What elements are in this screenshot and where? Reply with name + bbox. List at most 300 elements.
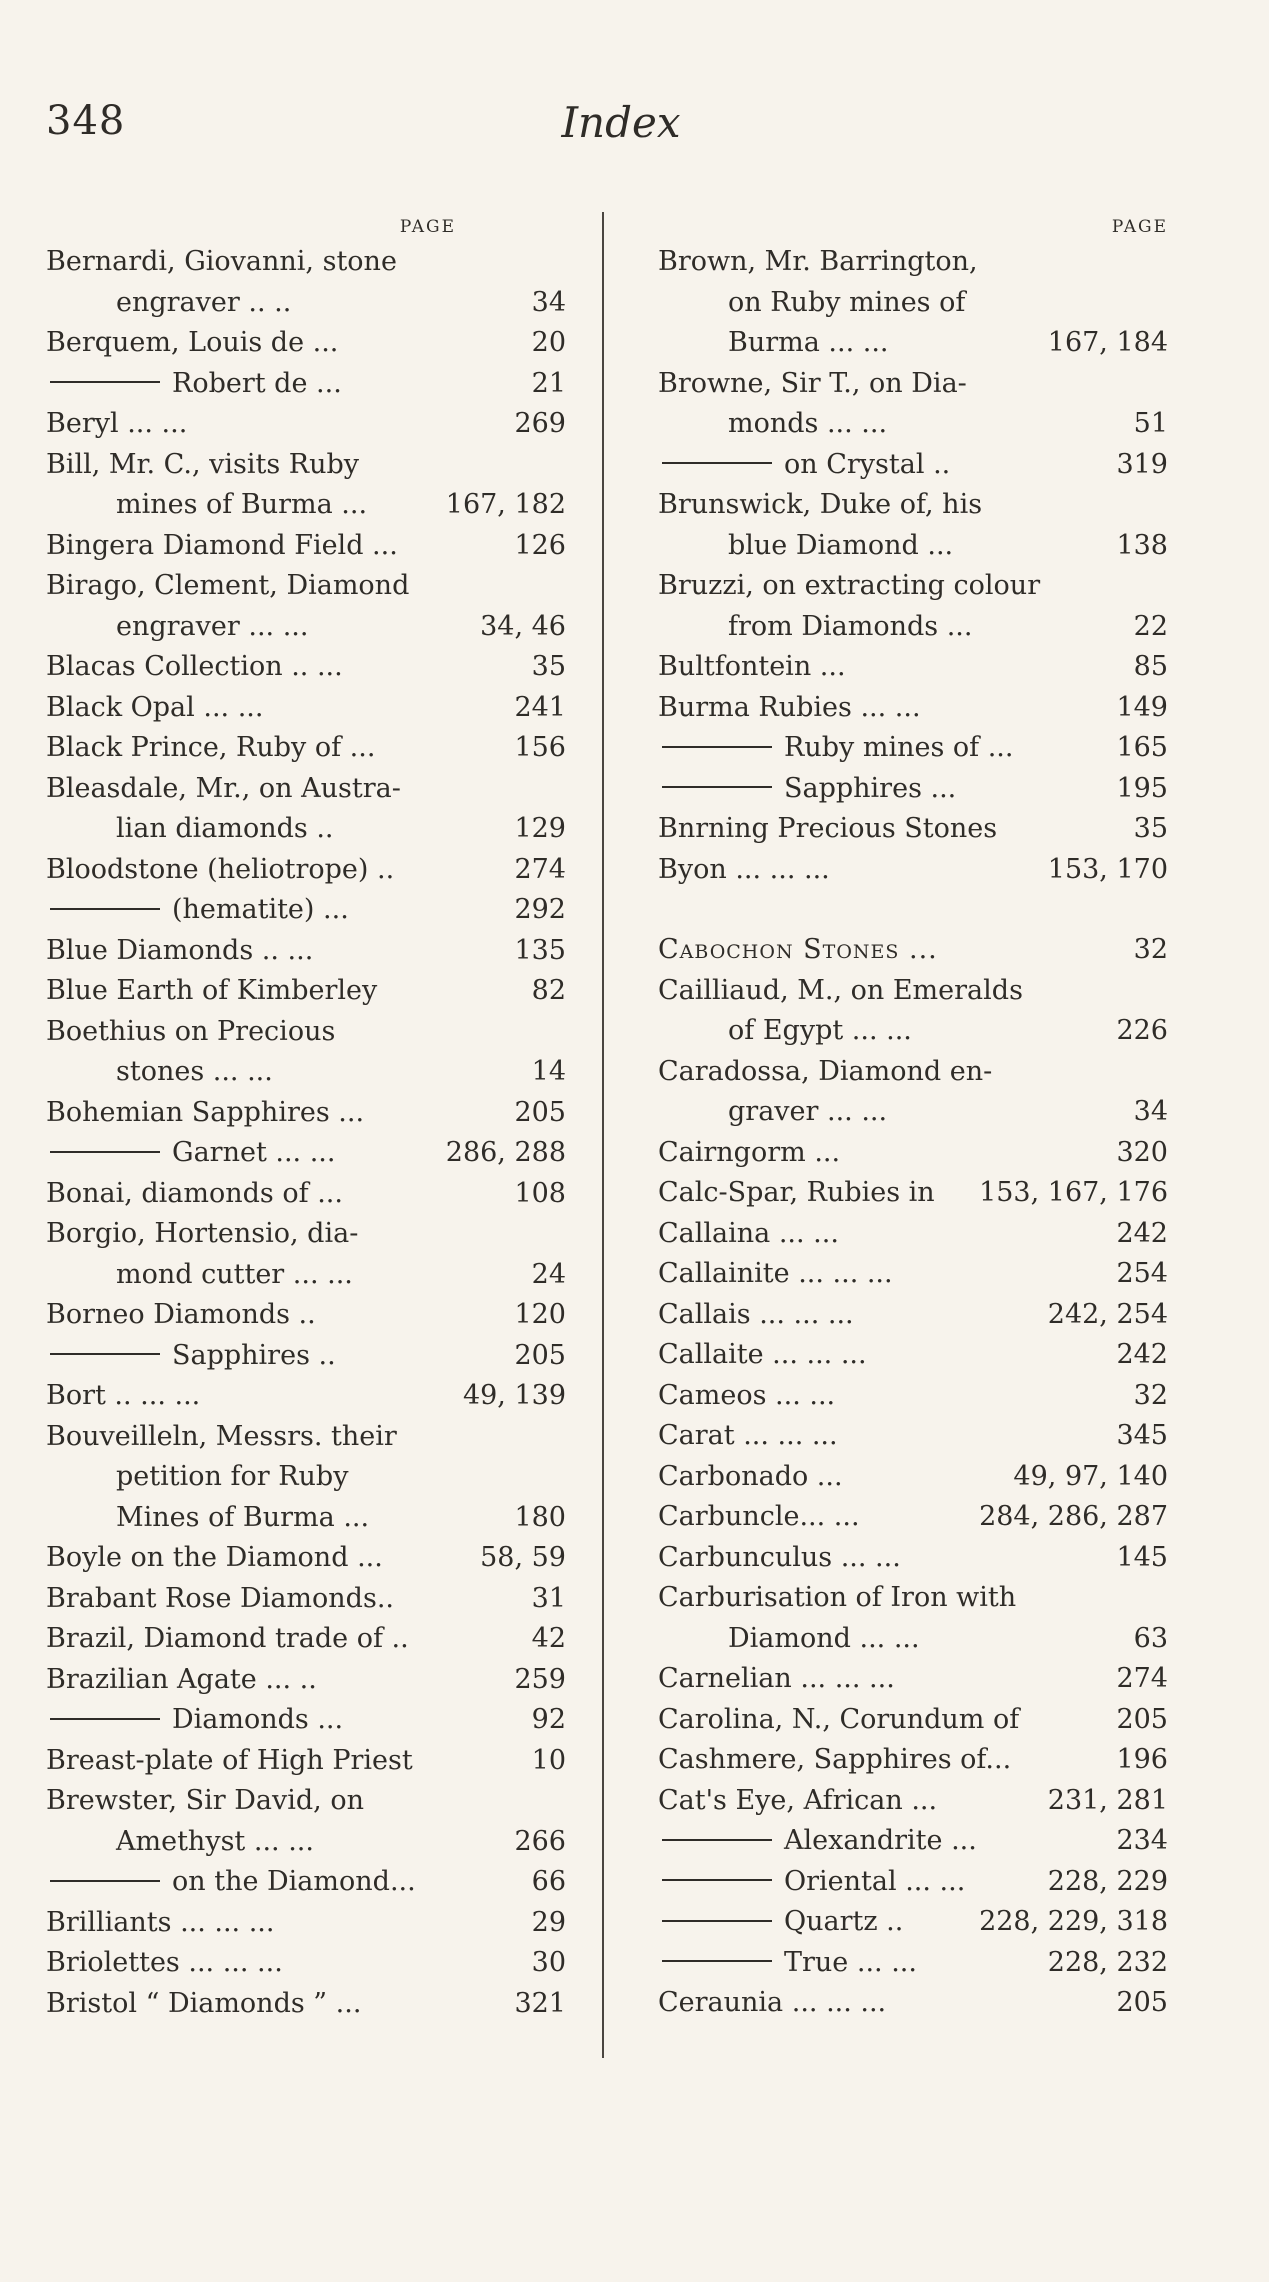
index-entry [658,1254,1168,1295]
index-entry [658,1700,1168,1741]
index-entry [658,930,1168,971]
entry-text: Brewster, Sir David, on [46,1785,364,1816]
index-entry [46,1255,566,1296]
entry-term [46,647,343,688]
entry-term [658,566,1040,607]
entry-pages: 34 [1133,1096,1168,1127]
entry-text: Blacas Collection .. ... [46,651,343,682]
entry-term [46,769,401,810]
entry-term [46,1943,283,1984]
entry-text: Bonai, diamonds of ... [46,1177,343,1209]
index-entry [658,1943,1168,1984]
entry-text: mines of Burma ... [116,489,368,520]
index-entry [46,1700,566,1741]
entry-pages: 14 [531,1056,566,1087]
index-entry [46,971,566,1012]
entry-pages: 31 [531,1582,566,1614]
entry-term [658,445,950,486]
index-entry [46,1619,566,1660]
entry-text: Byon ... ... ... [658,853,830,885]
entry-text: Berquem, Louis de ... [46,327,339,358]
index-entry [658,364,1168,405]
entry-text: Burma Rubies ... ... [658,691,921,723]
entry-text: Boyle on the Diamond ... [46,1542,383,1573]
entry-text: Carbunculus ... ... [658,1541,901,1573]
entry-pages: 29 [531,1906,566,1938]
entry-pages: 254 [1116,1258,1168,1289]
index-entry [658,242,1168,283]
entry-term [658,769,956,810]
entry-term [46,1093,364,1134]
entry-term [658,1376,835,1417]
entry-text: monds ... ... [728,408,888,439]
index-entry [658,1983,1168,2024]
entry-text: Beryl ... ... [46,408,188,439]
index-entry [46,404,566,445]
entry-term [658,1416,838,1457]
entry-term [658,1133,840,1174]
index-entry [658,1133,1168,1174]
entry-pages: 149 [1116,691,1168,723]
index-entry [658,971,1168,1012]
index-entry [658,1619,1168,1660]
index-entry [658,1578,1168,1619]
index-entry [658,688,1168,729]
index-entry [46,1903,566,1944]
entry-text: Ruby mines of ... [784,732,1014,763]
page-number: 348 [46,98,126,144]
entry-pages: 195 [1116,772,1168,804]
index-entry [46,1457,566,1498]
index-entry [46,323,566,364]
index-entry [46,1741,566,1782]
index-entry [46,1943,566,1984]
entry-term [658,809,997,850]
entry-term [658,607,972,648]
entry-text: True ... ... [784,1946,917,1978]
entry-text: on the Diamond... [172,1866,416,1897]
entry-term [46,890,349,931]
entry-term [658,1578,1016,1619]
index-entry [46,445,566,486]
index-entry [46,890,566,931]
entry-text: on Crystal .. [784,448,951,480]
entry-pages: 138 [1116,529,1168,561]
entry-pages: 49, 97, 140 [1013,1460,1168,1492]
index-entry [658,728,1168,769]
entry-term [658,1497,860,1538]
entry-text: Bleasdale, Mr., on Austra- [46,772,401,804]
entry-term [46,485,367,526]
entry-text: Bohemian Sapphires ... [46,1096,365,1128]
entry-pages: 120 [514,1299,566,1330]
entry-text: Oriental ... ... [784,1865,966,1897]
column-divider [602,212,604,2058]
entry-term [658,283,965,324]
entry-text: (hematite) ... [172,894,349,925]
entry-pages: 196 [1116,1744,1168,1775]
entry-text: Bultfontein ... [658,651,846,682]
entry-term [658,728,1013,769]
entry-text: Black Opal ... ... [46,691,264,723]
index-entry [658,485,1168,526]
entry-text: Cabochon Stones ... [658,934,938,965]
entry-text: Bouveilleln, Messrs. their [46,1420,397,1452]
entry-term [658,1700,1019,1741]
entry-text: Sapphires ... [784,772,957,804]
index-entry [46,1174,566,1215]
entry-text: on Ruby mines of [728,286,966,318]
entry-pages: 180 [514,1501,566,1533]
entry-pages: 274 [1116,1663,1168,1694]
running-title: Index [561,98,681,147]
ditto-dash [50,1151,160,1153]
entry-term [46,404,187,445]
index-entry [658,1092,1168,1133]
entry-term [46,323,338,364]
entry-text: stones ... ... [116,1056,273,1087]
index-entry [46,526,566,567]
entry-pages: 319 [1116,448,1168,480]
entry-pages: 234 [1116,1825,1168,1856]
index-entry [46,1417,566,1458]
entry-pages: 321 [514,1987,566,2019]
ditto-dash [662,462,772,464]
entry-term [46,566,409,607]
entry-pages: 165 [1116,732,1168,763]
entry-text: Brilliants ... ... ... [46,1906,275,1938]
index-entry [658,1011,1168,1052]
entry-pages: 10 [531,1744,566,1776]
entry-term [658,1538,901,1579]
index-entry [46,1538,566,1579]
entry-term [658,1943,917,1984]
entry-text: engraver ... ... [116,610,309,642]
entry-text: Brazilian Agate ... .. [46,1663,317,1695]
index-entry [46,1862,566,1903]
entry-pages: 153, 167, 176 [979,1177,1168,1208]
index-entry [658,1902,1168,1943]
entry-text: Cameos ... ... [658,1379,836,1411]
index-entry [46,364,566,405]
entry-text: mond cutter ... ... [116,1258,353,1290]
entry-pages: 284, 286, 287 [979,1501,1168,1532]
index-entry [46,1822,566,1863]
entry-term [46,1903,274,1944]
entry-text: blue Diamond ... [728,529,954,561]
entry-term [46,1376,200,1417]
index-entry [658,1457,1168,1498]
entry-pages: 242 [1116,1339,1168,1370]
index-entry [658,323,1168,364]
entry-text: Carolina, N., Corundum of [658,1703,1020,1735]
entry-pages: 35 [531,651,566,682]
entry-term [658,1862,965,1903]
entry-term [658,1254,893,1295]
index-entry [46,809,566,850]
index-entry [658,1821,1168,1862]
index-entry [46,647,566,688]
ditto-dash [662,1839,772,1841]
index-entry [46,566,566,607]
ditto-dash [662,1879,772,1881]
entry-term [46,850,394,891]
entry-text: Carbuncle... ... [658,1501,860,1532]
entry-term [46,1133,335,1174]
index-entry [46,1336,566,1377]
entry-term [658,1740,1011,1781]
index-entry [46,1660,566,1701]
entry-term [658,242,978,283]
index-entry [46,688,566,729]
entry-term [658,1214,839,1255]
entry-term [46,1538,383,1579]
index-entry [46,1214,566,1255]
index-entry [46,1052,566,1093]
entry-pages: 42 [531,1623,566,1654]
entry-term [46,971,377,1012]
entry-term [46,364,342,405]
index-entry [46,1093,566,1134]
index-entry [46,931,566,972]
entry-term [658,688,921,729]
entry-term [46,1660,317,1701]
entry-term [46,1700,343,1741]
entry-pages: 274 [514,853,566,885]
entry-term [46,809,334,850]
index-entry [46,1295,566,1336]
index-entry [658,647,1168,688]
index-entry [46,728,566,769]
index-entry [46,1133,566,1174]
entry-term [46,1862,416,1903]
entry-pages: 205 [1116,1703,1168,1735]
entry-text: Brabant Rose Diamonds.. [46,1582,394,1614]
entry-term [46,1579,394,1620]
entry-text: Breast-plate of High Priest [46,1744,413,1776]
entry-term [658,404,887,445]
entry-term [658,1983,886,2024]
index-entry [46,242,566,283]
entry-text: Callais ... ... ... [658,1298,854,1330]
entry-pages: 24 [531,1258,566,1290]
entry-pages: 49, 139 [462,1380,566,1411]
index-entry [658,445,1168,486]
entry-term [658,1781,937,1822]
entry-text: Robert de ... [172,367,342,399]
index-entry [658,1538,1168,1579]
right-column [658,212,1168,2024]
entry-term [46,1457,348,1498]
entry-text: Bill, Mr. C., visits Ruby [46,448,360,480]
entry-pages: 22 [1133,610,1168,642]
entry-term [46,1498,369,1539]
index-entry [658,607,1168,648]
entry-text: Brunswick, Duke of, his [658,489,983,520]
index-entry [658,566,1168,607]
index-entry [46,1498,566,1539]
index-entry [46,1376,566,1417]
entry-pages: 167, 182 [445,489,566,520]
entry-term [46,728,375,769]
index-entry [658,283,1168,324]
index-entry [658,526,1168,567]
entry-term [658,930,938,971]
entry-text: Callainite ... ... ... [658,1258,893,1289]
entry-pages: 226 [1116,1015,1168,1046]
entry-pages: 35 [1133,813,1168,844]
entry-text: Quartz .. [784,1906,904,1937]
index-entry [658,1740,1168,1781]
entry-term [658,1092,887,1133]
entry-term [46,242,397,283]
entry-text: from Diamonds ... [728,610,973,642]
entry-term [658,526,953,567]
entry-term [658,485,982,526]
entry-pages: 320 [1116,1136,1168,1168]
entry-text: Birago, Clement, Diamond [46,570,410,601]
entry-pages: 21 [531,367,566,399]
entry-text: Caradossa, Diamond en- [658,1055,993,1087]
index-entry [658,1376,1168,1417]
entry-text: Bloodstone (heliotrope) .. [46,853,395,885]
entry-text: Carburisation of Iron with [658,1582,1017,1613]
entry-pages: 167, 184 [1047,327,1168,358]
entry-pages: 51 [1133,408,1168,439]
entry-term [46,931,313,972]
entry-text: Bort .. ... ... [46,1380,201,1411]
entry-term [46,1822,314,1863]
entry-pages: 30 [531,1947,566,1978]
entry-term [658,1902,903,1943]
entry-term [658,647,846,688]
entry-pages: 108 [514,1177,566,1209]
index-entry [46,283,566,324]
entry-pages: 286, 288 [445,1137,566,1168]
entry-pages: 34 [531,286,566,318]
entry-term [46,1619,409,1660]
page-header [46,98,1196,158]
index-entry [46,1984,566,2025]
entry-term [658,1821,977,1862]
entry-pages: 82 [531,975,566,1006]
entry-term [46,1255,353,1296]
entry-pages: 32 [1133,934,1168,965]
index-entry [658,1052,1168,1093]
entry-text: Mines of Burma ... [116,1501,370,1533]
entry-pages: 269 [514,408,566,439]
index-entry [46,850,566,891]
entry-text: Bnrning Precious Stones [658,813,998,844]
entry-text: Cashmere, Sapphires of... [658,1744,1012,1775]
entry-pages: 242 [1116,1217,1168,1249]
left-column [46,212,566,2024]
entry-pages: 85 [1133,651,1168,682]
index-entry [46,485,566,526]
entry-pages: 145 [1116,1541,1168,1573]
entry-pages: 20 [531,327,566,358]
entry-text: engraver .. .. [116,286,292,318]
entry-term [658,364,967,405]
entry-text: Cailliaud, M., on Emeralds [658,974,1023,1006]
entry-text: Ceraunia ... ... ... [658,1987,887,2018]
index-entry [658,1335,1168,1376]
entry-term [46,526,398,567]
entry-term [46,1295,316,1336]
entry-term [46,1741,413,1782]
entry-pages: 156 [514,732,566,763]
ditto-dash [50,1353,160,1355]
entry-text: Calc-Spar, Rubies in [658,1177,935,1208]
entry-text: Brazil, Diamond trade of .. [46,1623,409,1654]
entry-term [658,1052,992,1093]
entry-pages: 92 [531,1704,566,1735]
index-entry [658,1416,1168,1457]
entry-pages: 205 [1116,1987,1168,2018]
entry-term [658,1335,867,1376]
entry-text: Sapphires .. [172,1339,336,1371]
ditto-dash [662,786,772,788]
index-entry [46,1781,566,1822]
entry-term [658,1011,912,1052]
ditto-dash [50,381,160,383]
entry-term [658,971,1023,1012]
entry-text: Browne, Sir T., on Dia- [658,367,967,399]
entry-term [658,1173,935,1214]
entry-pages: 63 [1133,1622,1168,1654]
entry-pages: 345 [1116,1420,1168,1451]
entry-term [658,1295,854,1336]
entry-text: Blue Earth of Kimberley [46,975,378,1006]
entry-text: Black Prince, Ruby of ... [46,732,376,763]
index-entry [658,850,1168,891]
entry-pages: 129 [514,813,566,844]
index-entry [46,607,566,648]
entry-text: Callaina ... ... [658,1217,839,1249]
index-entry [658,769,1168,810]
index-entry [658,890,1168,930]
entry-text: Burma ... ... [728,327,889,358]
entry-term [46,1336,336,1377]
entry-pages: 58, 59 [480,1542,566,1573]
index-entry [658,1214,1168,1255]
entry-pages: 205 [514,1096,566,1128]
entry-text: Bristol “ Diamonds ” ... [46,1987,362,2019]
page-column-label: PAGE [1111,217,1168,237]
entry-term [658,1619,920,1660]
entry-pages: 32 [1133,1379,1168,1411]
entry-pages: 126 [514,529,566,561]
index-entry [658,809,1168,850]
entry-pages: 231, 281 [1047,1784,1168,1816]
entry-text: graver ... ... [728,1096,888,1127]
entry-term [46,1214,358,1255]
ditto-dash [662,1920,772,1922]
entry-text: Boethius on Precious [46,1015,336,1047]
entry-text: lian diamonds .. [116,813,334,844]
index-entry [658,1659,1168,1700]
entry-pages: 205 [514,1339,566,1371]
entry-text: Bingera Diamond Field ... [46,529,398,561]
entry-pages: 259 [514,1663,566,1695]
entry-text: Borneo Diamonds .. [46,1299,316,1330]
entry-pages: 266 [514,1825,566,1857]
entry-text: Carat ... ... ... [658,1420,838,1451]
ditto-dash [50,908,160,910]
entry-pages: 34, 46 [480,610,566,642]
entry-pages: 66 [531,1866,566,1897]
entry-term [658,323,889,364]
